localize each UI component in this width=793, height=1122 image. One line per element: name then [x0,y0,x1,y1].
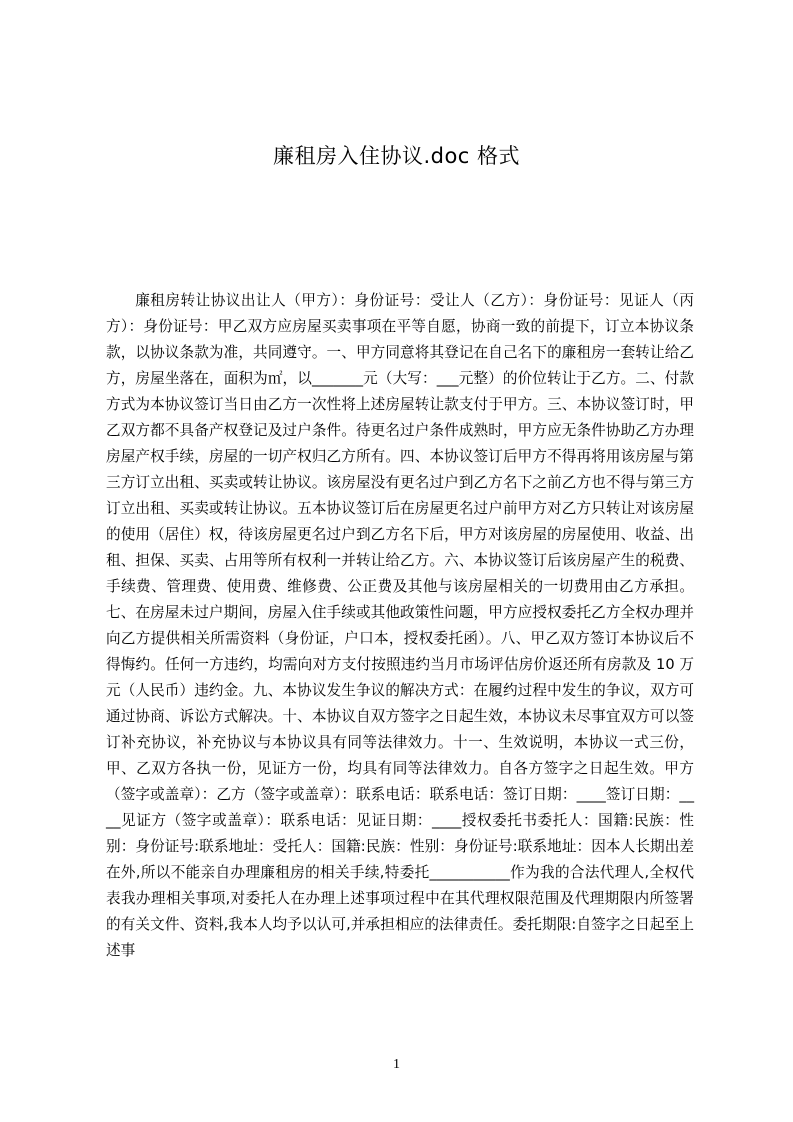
document-body-paragraph: 廉租房转让协议出让人（甲方）：身份证号：受让人（乙方）：身份证号：见证人（丙方）：身份证号：甲乙双方应房屋买卖事项在平等自愿，协商一致的前提下，订立本协议条款，以协议条款为准，共同遵守。一、甲方同意将其登记在自己名下的廉租房一套转让给乙方，房屋坐落在，面积为㎡，以_______元（大写：___元整）的价位转让于乙方。二、付款方式为本协议签订当日由乙方一次性将上述房屋转让款支付于甲方。三、本协议签订时，甲乙双方都不具备产权登记及过户条件。待更名过户条件成熟时，甲方应无条件协助乙方办理房屋产权手续，房屋的一切产权归乙方所有。四、本协议签订后甲方不得再将用该房屋与第三方订立出租、买卖或转让协议。该房屋没有更名过户到乙方名下之前乙方也不得与第三方订立出租、买卖或转让协议。五本协议签订后在房屋更名过户前甲方对乙方只转让对该房屋的使用（居住）权，待该房屋更名过户到乙方名下后，甲方对该房屋的房屋使用、收益、出租、担保、买卖、占用等所有权利一并转让给乙方。六、本协议签订后该房屋产生的税费、手续费、管理费、使用费、维修费、公正费及其他与该房屋相关的一切费用由乙方承担。七、在房屋未过户期间，房屋入住手续或其他政策性问题，甲方应授权委托乙方全权办理并向乙方提供相关所需资料（身份证，户口本，授权委托函）。八、甲乙双方签订本协议后不得悔约。任何一方违约，均需向对方支付按照违约当月市场评估房价返还所有房款及 10 万元（人民币）违约金。九、本协议发生争议的解决方式：在履约过程中发生的争议，双方可通过协商、诉讼方式解决。十、本协议自双方签字之日起生效，本协议未尽事宜双方可以签订补充协议，补充协议与本协议具有同等法律效力。十一、生效说明，本协议一式三份，甲、乙双方各执一份，见证方一份，均具有同等法律效力。自各方签字之日起生效。甲方（签字或盖章）：乙方（签字或盖章）：联系电话：联系电话：签订日期：____签订日期：____见证方（签字或盖章）：联系电话：见证日期：____授权委托书委托人：国籍:民族：性别：身份证号:联系地址：受托人：国籍:民族：性别：身份证号:联系地址：因本人长期出差在外,所以不能亲自办理廉租房的相关手续,特委托___________作为我的合法代理人,全权代表我办理相关事项,对委托人在办理上述事项过程中在其代理权限范围及代理期限内所签署的有关文件、资料,我本人均予以认可,并承担相应的法律责任。委托期限:自签字之日起至上述事 [106,292,694,959]
page-number: 1 [393,1057,400,1072]
document-title: 廉租房入住协议.doc 格式 [272,144,521,168]
